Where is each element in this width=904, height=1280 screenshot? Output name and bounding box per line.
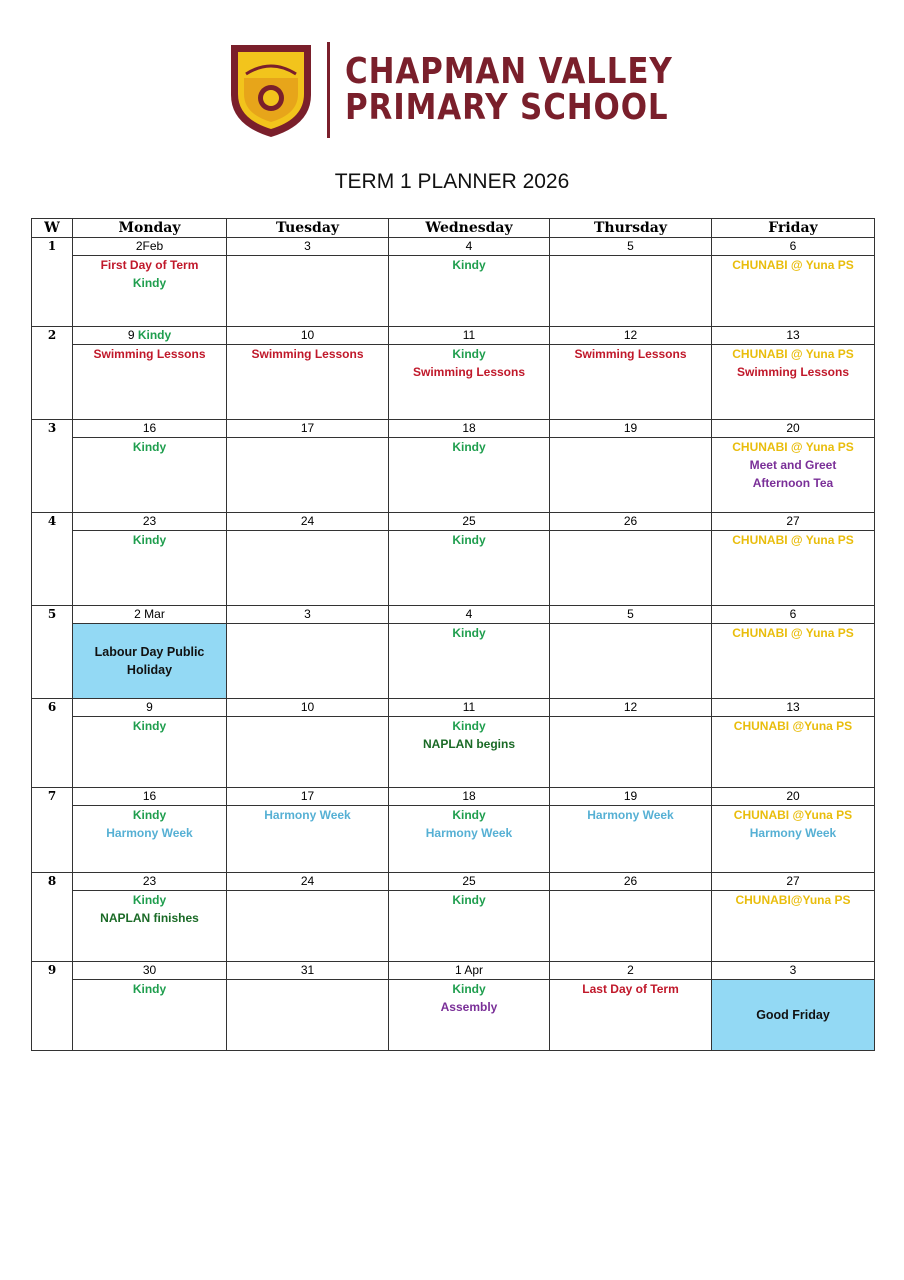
events-cell-friday xyxy=(712,806,875,873)
week-number: 9 xyxy=(32,962,73,1051)
date-inline-event: Kindy xyxy=(137,328,172,342)
date-cell-monday xyxy=(73,420,227,438)
week-date-row xyxy=(32,699,875,717)
date-cell-tuesday xyxy=(227,238,389,256)
event-label: NAPLAN finishes xyxy=(100,911,199,925)
date-cell-friday xyxy=(712,238,875,256)
date-label: 3 xyxy=(304,239,311,253)
events-cell-thursday xyxy=(550,531,712,606)
date-label: 5 xyxy=(627,607,634,621)
events-cell-wednesday xyxy=(389,717,550,788)
event-label: Harmony Week xyxy=(264,808,351,822)
week-events-row xyxy=(32,717,875,788)
date-label: 27 xyxy=(786,874,800,888)
col-header-wednesday: Wednesday xyxy=(389,219,550,238)
date-label: 23 xyxy=(142,874,157,888)
date-cell-thursday xyxy=(550,327,712,345)
events-cell-tuesday xyxy=(227,891,389,962)
date-cell-tuesday xyxy=(227,788,389,806)
events-cell-thursday xyxy=(550,891,712,962)
events-cell-friday xyxy=(712,717,875,788)
event-label: Labour Day Public xyxy=(94,645,205,659)
date-label: 6 xyxy=(789,239,797,253)
date-label: 11 xyxy=(462,700,476,714)
date-cell-wednesday xyxy=(389,699,550,717)
events-cell-wednesday xyxy=(389,345,550,420)
date-cell-friday xyxy=(712,699,875,717)
events-cell-thursday xyxy=(550,438,712,513)
date-cell-friday xyxy=(712,513,875,531)
date-label: 3 xyxy=(789,963,797,977)
date-cell-thursday xyxy=(550,873,712,891)
event-label: Swimming Lessons xyxy=(412,365,526,379)
holiday-cell-monday xyxy=(73,624,227,699)
events-cell-friday xyxy=(712,891,875,962)
date-label: 18 xyxy=(462,421,476,435)
week-date-row xyxy=(32,788,875,806)
date-cell-tuesday xyxy=(227,873,389,891)
date-label: 4 xyxy=(465,239,473,253)
date-label: 13 xyxy=(786,700,800,714)
event-label: Swimming Lessons xyxy=(251,347,364,361)
col-header-thursday: Thursday xyxy=(550,219,712,238)
event-label: CHUNABI @ Yuna PS xyxy=(732,440,854,454)
date-label: 12 xyxy=(623,328,638,342)
date-label: 6 xyxy=(789,607,797,621)
week-date-row xyxy=(32,962,875,980)
event-label: Kindy xyxy=(452,258,486,272)
week-date-row xyxy=(32,420,875,438)
event-label: Harmony Week xyxy=(425,826,513,840)
events-cell-wednesday xyxy=(389,980,550,1051)
events-cell-tuesday xyxy=(227,717,389,788)
date-cell-monday xyxy=(73,238,227,256)
events-cell-friday xyxy=(712,345,875,420)
date-cell-tuesday xyxy=(227,699,389,717)
event-label: Meet and Greet xyxy=(749,458,837,472)
week-events-row xyxy=(32,891,875,962)
event-label: Kindy xyxy=(452,533,486,547)
event-label: CHUNABI @Yuna PS xyxy=(733,719,853,733)
event-label: Harmony Week xyxy=(106,826,193,840)
events-cell-thursday xyxy=(550,980,712,1051)
date-label: 3 xyxy=(304,607,311,621)
date-cell-wednesday xyxy=(389,962,550,980)
school-name-line1: CHAPMAN VALLEY xyxy=(345,51,673,92)
events-cell-thursday xyxy=(550,717,712,788)
col-header-week: W xyxy=(32,219,73,238)
date-cell-monday xyxy=(73,699,227,717)
event-label: Kindy xyxy=(452,347,486,361)
event-label: Last Day of Term xyxy=(582,982,679,996)
date-cell-friday xyxy=(712,606,875,624)
events-cell-monday xyxy=(73,980,227,1051)
date-cell-wednesday xyxy=(389,606,550,624)
date-label: 26 xyxy=(623,514,638,528)
date-cell-wednesday xyxy=(389,420,550,438)
event-label: Kindy xyxy=(132,808,167,822)
date-label: 9 xyxy=(127,328,135,342)
events-cell-thursday xyxy=(550,624,712,699)
date-label: 10 xyxy=(300,700,315,714)
date-cell-tuesday xyxy=(227,513,389,531)
event-label: Swimming Lessons xyxy=(574,347,687,361)
event-label: First Day of Term xyxy=(100,258,199,272)
term-planner-table xyxy=(31,218,875,1051)
date-cell-thursday xyxy=(550,699,712,717)
date-cell-thursday xyxy=(550,788,712,806)
date-label: 16 xyxy=(142,789,157,803)
week-date-row xyxy=(32,873,875,891)
date-cell-friday xyxy=(712,873,875,891)
date-label: 23 xyxy=(142,514,157,528)
events-cell-monday xyxy=(73,531,227,606)
date-label: 25 xyxy=(462,514,476,528)
date-cell-monday xyxy=(73,873,227,891)
event-label: Kindy xyxy=(452,893,486,907)
events-cell-tuesday xyxy=(227,438,389,513)
school-name-line2: PRIMARY SCHOOL xyxy=(345,87,669,128)
week-number: 6 xyxy=(32,699,73,788)
date-cell-wednesday xyxy=(389,513,550,531)
event-label: Kindy xyxy=(132,893,167,907)
header-divider xyxy=(327,42,330,138)
date-label: 18 xyxy=(462,789,476,803)
date-label: 2 xyxy=(627,963,634,977)
events-cell-wednesday xyxy=(389,531,550,606)
event-label: NAPLAN begins xyxy=(422,737,515,751)
date-cell-friday xyxy=(712,788,875,806)
date-cell-tuesday xyxy=(227,327,389,345)
event-label: Harmony Week xyxy=(749,826,837,840)
events-cell-friday xyxy=(712,624,875,699)
date-cell-monday xyxy=(73,513,227,531)
date-label: 20 xyxy=(786,421,800,435)
date-cell-thursday xyxy=(550,962,712,980)
event-label: Swimming Lessons xyxy=(93,347,206,361)
date-cell-friday xyxy=(712,420,875,438)
events-cell-tuesday xyxy=(227,624,389,699)
date-label: 5 xyxy=(627,239,634,253)
date-label: 24 xyxy=(300,874,315,888)
events-cell-wednesday xyxy=(389,438,550,513)
event-label: Kindy xyxy=(452,719,486,733)
events-cell-thursday xyxy=(550,806,712,873)
event-label: Swimming Lessons xyxy=(736,365,850,379)
date-cell-monday xyxy=(73,606,227,624)
event-label: Kindy xyxy=(132,533,167,547)
event-label: Assembly xyxy=(440,1000,498,1014)
event-label: CHUNABI@Yuna PS xyxy=(735,893,851,907)
event-label: Harmony Week xyxy=(587,808,674,822)
events-cell-wednesday xyxy=(389,256,550,327)
events-cell-monday xyxy=(73,438,227,513)
week-events-row xyxy=(32,624,875,699)
week-number: 4 xyxy=(32,513,73,606)
date-cell-tuesday xyxy=(227,420,389,438)
date-label: 4 xyxy=(465,607,473,621)
events-cell-monday xyxy=(73,717,227,788)
week-number: 5 xyxy=(32,606,73,699)
event-label: CHUNABI @ Yuna PS xyxy=(732,347,854,361)
holiday-cell-friday xyxy=(712,980,875,1051)
date-label: 31 xyxy=(300,963,315,977)
event-label: CHUNABI @Yuna PS xyxy=(733,808,853,822)
event-label: CHUNABI @ Yuna PS xyxy=(732,258,854,272)
date-label: 26 xyxy=(623,874,638,888)
week-number: 1 xyxy=(32,238,73,327)
date-cell-thursday xyxy=(550,513,712,531)
week-date-row xyxy=(32,238,875,256)
events-cell-monday xyxy=(73,256,227,327)
events-cell-friday xyxy=(712,256,875,327)
event-label: CHUNABI @ Yuna PS xyxy=(732,533,854,547)
date-label: 19 xyxy=(623,421,638,435)
event-label: Kindy xyxy=(132,440,167,454)
date-cell-thursday xyxy=(550,606,712,624)
week-events-row xyxy=(32,531,875,606)
date-label: 19 xyxy=(623,789,638,803)
date-label: 12 xyxy=(623,700,638,714)
date-label: 27 xyxy=(786,514,800,528)
date-label: 20 xyxy=(786,789,800,803)
events-cell-thursday xyxy=(550,256,712,327)
events-cell-tuesday xyxy=(227,256,389,327)
date-label: 11 xyxy=(462,328,476,342)
date-cell-monday xyxy=(73,788,227,806)
week-number: 7 xyxy=(32,788,73,873)
week-events-row xyxy=(32,806,875,873)
event-label: Kindy xyxy=(452,982,486,996)
date-label: 30 xyxy=(142,963,157,977)
date-cell-monday xyxy=(73,962,227,980)
date-label: 25 xyxy=(462,874,476,888)
date-label: 13 xyxy=(786,328,800,342)
events-cell-tuesday xyxy=(227,980,389,1051)
event-label: CHUNABI @ Yuna PS xyxy=(732,626,854,640)
week-events-row xyxy=(32,980,875,1051)
event-label: Kindy xyxy=(132,719,167,733)
week-number: 8 xyxy=(32,873,73,962)
date-cell-tuesday xyxy=(227,962,389,980)
event-label: Kindy xyxy=(452,808,486,822)
events-cell-friday xyxy=(712,438,875,513)
col-header-tuesday: Tuesday xyxy=(227,219,389,238)
date-cell-tuesday xyxy=(227,606,389,624)
events-cell-tuesday xyxy=(227,345,389,420)
date-label: 16 xyxy=(142,421,157,435)
events-cell-tuesday xyxy=(227,531,389,606)
date-cell-wednesday xyxy=(389,788,550,806)
week-number: 3 xyxy=(32,420,73,513)
event-label: Kindy xyxy=(132,276,167,290)
date-label: 24 xyxy=(300,514,315,528)
date-cell-friday xyxy=(712,962,875,980)
date-label: 1 Apr xyxy=(454,963,484,977)
event-label: Good Friday xyxy=(756,1008,830,1022)
header-row xyxy=(32,219,875,238)
school-crest-logo xyxy=(226,40,316,140)
event-label: Kindy xyxy=(452,626,486,640)
events-cell-wednesday xyxy=(389,806,550,873)
date-cell-friday xyxy=(712,327,875,345)
week-date-row xyxy=(32,513,875,531)
col-header-friday: Friday xyxy=(712,219,875,238)
date-cell-wednesday xyxy=(389,238,550,256)
school-name xyxy=(345,51,673,128)
col-header-monday: Monday xyxy=(73,219,227,238)
week-date-row xyxy=(32,606,875,624)
date-label: 2 Mar xyxy=(134,607,165,621)
week-number: 2 xyxy=(32,327,73,420)
event-label: Holiday xyxy=(126,663,173,677)
event-label: Kindy xyxy=(452,440,486,454)
event-label: Afternoon Tea xyxy=(752,476,834,490)
date-label: 2Feb xyxy=(135,239,164,253)
events-cell-wednesday xyxy=(389,624,550,699)
date-cell-monday xyxy=(73,327,227,345)
date-label: 10 xyxy=(300,328,315,342)
week-events-row xyxy=(32,345,875,420)
events-cell-thursday xyxy=(550,345,712,420)
week-events-row xyxy=(32,438,875,513)
date-cell-wednesday xyxy=(389,327,550,345)
events-cell-monday xyxy=(73,806,227,873)
date-label: 9 xyxy=(146,700,153,714)
events-cell-tuesday xyxy=(227,806,389,873)
week-date-row xyxy=(32,327,875,345)
events-cell-friday xyxy=(712,531,875,606)
date-cell-thursday xyxy=(550,238,712,256)
week-events-row xyxy=(32,256,875,327)
date-label: 17 xyxy=(300,421,315,435)
date-cell-wednesday xyxy=(389,873,550,891)
events-cell-monday xyxy=(73,345,227,420)
events-cell-monday xyxy=(73,891,227,962)
events-cell-wednesday xyxy=(389,891,550,962)
planner-title: TERM 1 PLANNER 2026 xyxy=(334,170,570,193)
event-label: Kindy xyxy=(132,982,167,996)
date-label: 17 xyxy=(300,789,315,803)
date-cell-thursday xyxy=(550,420,712,438)
